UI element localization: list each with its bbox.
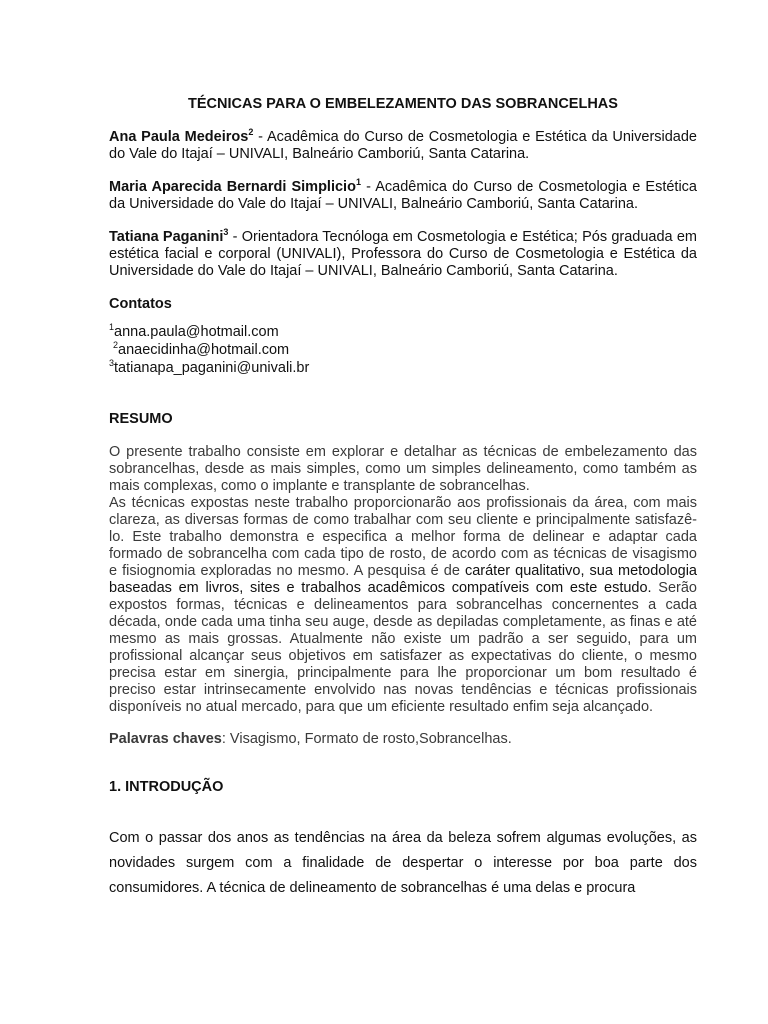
abstract-paragraph: O presente trabalho consiste em explorar e detalhar as técnicas de embelezamento das sobrancelhas, desde as mais simples, como um simples delineamento, como também as mais complexas, como o implante e transplante de sobrancelhas.: [109, 444, 697, 494]
contact-item: [109, 323, 697, 341]
contact-marker: 1: [109, 322, 115, 332]
author-description: - Orientadora Tecnóloga em Cosmetologia e Estética; Pós graduada em estética facial e corporal (UNIVALI), Professora do Curso de Cosmetologia e Estética da Universidade do Vale do Itajaí – UNIVALI, Balneário Camboriú, Santa Catarina.: [109, 229, 697, 279]
paper-page: [109, 96, 697, 901]
abstract-text: Serão expostos formas, técnicas e delineamentos para sobrancelhas concernentes a cada década, onde cada uma tinha seu auge, desde as depiladas completamente, as finas e até mesmo as mais grossas. Atualmente não existe um padrão a ser seguido, para um profissional alcançar seus objetivos em satisfazer as expectativas do cliente, o mesmo precisa estar em sinergia, principalmente para lhe proporcionar um bom resultado é preciso estar intrinsecamente envolvido nas novas tendências e técnicas profissionais disponíveis no atual mercado, para que um eficiente resultado enfim seja alcançado.: [109, 580, 697, 715]
contact-email: tatianapa_paganini@univali.br: [114, 360, 310, 376]
contact-email: anna.paula@hotmail.com: [114, 324, 279, 340]
contacts-list: [109, 323, 697, 377]
contact-marker: 3: [109, 358, 115, 368]
contact-marker: 2: [113, 340, 119, 350]
keywords-label: Palavras chaves: [109, 731, 222, 747]
contacts-heading: Contatos: [109, 296, 172, 312]
abstract-heading: RESUMO: [109, 411, 173, 427]
author-name: Tatiana Paganini: [109, 229, 224, 245]
author-footnote-marker: 2: [248, 127, 254, 137]
author-description: - Acadêmica do Curso de Cosmetologia e Estética da Universidade do Vale do Itajaí – UNIVALI, Balneário Camboriú, Santa Catarina.: [109, 179, 697, 212]
introduction-paragraph: Com o passar dos anos as tendências na área da beleza sofrem algumas evoluções, as novidades surgem com a finalidade de despertar o interesse por boa parte dos consumidores. A técnica de delineamento de sobrancelhas é uma delas e procura: [109, 830, 697, 896]
author-name: Ana Paula Medeiros: [109, 129, 249, 145]
abstract-text: As técnicas expostas neste trabalho proporcionarão aos profissionais da área, com mais clareza, as diversas formas de como trabalhar com seu cliente e principalmente satisfazê-lo. Este trabalho demonstra e especifica a melhor forma de delinear e adaptar cada formado de sobrancelha com cada tipo de rosto, de acordo com as técnicas de visagismo e fisiognomia exploradas no mesmo. A pesquisa é de: [109, 495, 697, 579]
abstract-paragraph: [109, 495, 697, 716]
author-name: Maria Aparecida Bernardi Simplicio: [109, 179, 356, 195]
abstract-methodology-text: caráter qualitativo, sua metodologia baseadas em livros, sites e trabalhos acadêmicos compatíveis com este estudo.: [109, 563, 697, 596]
author-footnote-marker: 3: [223, 227, 229, 237]
keywords-text: : Visagismo, Formato de rosto,Sobrancelhas.: [221, 731, 512, 747]
contact-item: [109, 359, 697, 377]
introduction-heading: 1. INTRODUÇÃO: [109, 779, 224, 795]
contact-item: [109, 341, 697, 359]
contact-email: anaecidinha@hotmail.com: [118, 342, 290, 358]
author-description: - Acadêmica do Curso de Cosmetologia e Estética da Universidade do Vale do Itajaí – UNIVALI, Balneário Camboriú, Santa Catarina.: [109, 129, 697, 162]
author-affiliation: [109, 129, 697, 163]
author-affiliation: [109, 229, 697, 280]
author-affiliation: [109, 179, 697, 213]
paper-title: TÉCNICAS PARA O EMBELEZAMENTO DAS SOBRANCELHAS: [188, 96, 618, 112]
abstract-body: [109, 444, 697, 716]
keywords-line: [109, 731, 697, 748]
author-footnote-marker: 1: [355, 177, 361, 187]
